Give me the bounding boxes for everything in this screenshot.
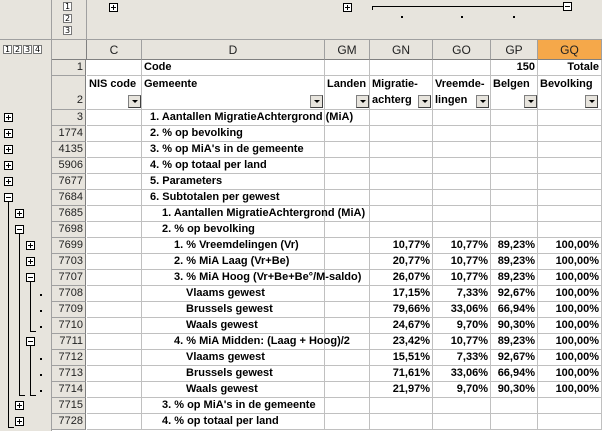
row-collapse-icon[interactable] <box>15 225 24 234</box>
cell-c[interactable] <box>87 222 142 238</box>
cell-gn[interactable]: 71,61% <box>370 366 433 382</box>
cell-c[interactable] <box>87 414 142 430</box>
row-header[interactable]: 3 <box>52 110 86 126</box>
cell-gn[interactable] <box>370 190 433 206</box>
cell-gq-totale[interactable]: Totale <box>538 60 602 76</box>
cell-gn[interactable] <box>370 398 433 414</box>
header-gemeente: Gemeente <box>144 78 198 90</box>
row-collapse-icon[interactable] <box>26 337 35 346</box>
row-expand-icon[interactable] <box>4 145 13 154</box>
cell-gm[interactable] <box>325 142 370 158</box>
column-header-c[interactable]: C <box>87 40 142 60</box>
cell-go[interactable]: 9,70% <box>433 382 491 398</box>
row-group-line <box>30 331 36 332</box>
column-expand-icon[interactable] <box>343 3 352 12</box>
row-group-line <box>8 427 14 428</box>
cell-gp[interactable]: 89,23% <box>491 238 538 254</box>
cell-gq[interactable]: 100,00% <box>538 382 602 398</box>
row-header[interactable]: 7711 <box>52 334 86 350</box>
row-level-3-button[interactable]: 3 <box>24 45 31 54</box>
row-header[interactable]: 1 <box>52 60 86 76</box>
row-header[interactable]: 7712 <box>52 350 86 366</box>
cell-gq[interactable]: 100,00% <box>538 270 602 286</box>
cell-go[interactable]: 10,77% <box>433 270 491 286</box>
cell-go[interactable]: 33,06% <box>433 366 491 382</box>
cell-go[interactable]: 9,70% <box>433 318 491 334</box>
cell-gp[interactable] <box>491 174 538 190</box>
row-header[interactable]: 7684 <box>52 190 86 206</box>
row-group-line <box>8 202 9 428</box>
row-group-dot <box>40 390 42 392</box>
cell-gp[interactable]: 90,30% <box>491 318 538 334</box>
row-level-2-button[interactable]: 2 <box>14 45 21 54</box>
cell-label[interactable]: 3. % op MiA's in de gemeente <box>142 398 325 414</box>
cell-gq[interactable] <box>538 126 602 142</box>
cell-label[interactable]: 4. % op totaal per land <box>142 158 325 174</box>
cell-c[interactable] <box>87 190 142 206</box>
cell-go[interactable] <box>433 158 491 174</box>
row-expand-icon[interactable] <box>26 241 35 250</box>
cell-c[interactable] <box>87 158 142 174</box>
cell-gq[interactable] <box>538 142 602 158</box>
row-group-line <box>19 234 20 396</box>
cell-gm[interactable] <box>325 334 370 350</box>
cell-gn[interactable]: 24,67% <box>370 318 433 334</box>
cell-go-1[interactable] <box>433 60 491 76</box>
cell-gp[interactable]: 89,23% <box>491 334 538 350</box>
cell-gp[interactable] <box>491 158 538 174</box>
cell-gn[interactable] <box>370 142 433 158</box>
column-level-2-button[interactable]: 2 <box>64 14 71 23</box>
cell-gm[interactable] <box>325 414 370 430</box>
cell-gm[interactable] <box>325 302 370 318</box>
cell-gm[interactable] <box>325 174 370 190</box>
cell-label[interactable]: 1. % Vreemdelingen (Vr) <box>142 238 325 254</box>
cell-go[interactable] <box>433 174 491 190</box>
column-header-gq[interactable]: GQ <box>538 40 602 60</box>
cell-gm[interactable] <box>325 222 370 238</box>
cell-go[interactable] <box>433 222 491 238</box>
row-group-dot <box>40 326 42 328</box>
cell-label[interactable]: 2. % op bevolking <box>142 126 325 142</box>
cell-c[interactable] <box>87 366 142 382</box>
cell-gq[interactable] <box>538 222 602 238</box>
cell-gq[interactable]: 100,00% <box>538 318 602 334</box>
column-header-go[interactable]: GO <box>433 40 491 60</box>
cell-c[interactable] <box>87 270 142 286</box>
cell-gp[interactable]: 89,23% <box>491 270 538 286</box>
cell-go[interactable] <box>433 414 491 430</box>
row-header[interactable]: 7707 <box>52 270 86 286</box>
cell-gm[interactable] <box>325 398 370 414</box>
cell-gn[interactable]: 21,97% <box>370 382 433 398</box>
filter-dropdown-c[interactable] <box>128 95 141 108</box>
row-collapse-icon[interactable] <box>26 273 35 282</box>
cell-gq[interactable]: 100,00% <box>538 366 602 382</box>
cell-gp[interactable] <box>491 206 538 222</box>
cell-c[interactable] <box>87 238 142 254</box>
cell-label[interactable]: Brussels gewest <box>142 302 325 318</box>
cell-gq[interactable] <box>538 158 602 174</box>
row-header[interactable]: 4135 <box>52 142 86 158</box>
row-level-4-button[interactable]: 4 <box>34 45 41 54</box>
cell-gm[interactable] <box>325 366 370 382</box>
row-header[interactable]: 7698 <box>52 222 86 238</box>
row-group-line <box>30 346 31 396</box>
cell-go[interactable]: 7,33% <box>433 350 491 366</box>
cell-label[interactable]: 2. % MiA Laag (Vr+Be) <box>142 254 325 270</box>
header-bevolking: Bevolking <box>540 78 593 90</box>
header-nis-code: NIS code <box>89 78 137 90</box>
cell-gn[interactable]: 15,51% <box>370 350 433 366</box>
cell-gp-code[interactable]: 150 <box>491 60 538 76</box>
cell-gq[interactable]: 100,00% <box>538 334 602 350</box>
cell-gp[interactable]: 92,67% <box>491 350 538 366</box>
column-header-gn[interactable]: GN <box>370 40 433 60</box>
row-header[interactable]: 7708 <box>52 286 86 302</box>
row-group-dot <box>40 374 42 376</box>
filter-dropdown-gn[interactable] <box>418 95 431 108</box>
cell-gp[interactable] <box>491 126 538 142</box>
row-expand-icon[interactable] <box>15 401 24 410</box>
row-header[interactable]: 7709 <box>52 302 86 318</box>
cell-label[interactable]: 1. Aantallen MigratieAchtergrond (MiA) <box>142 206 325 222</box>
cell-c[interactable] <box>87 206 142 222</box>
cell-gm[interactable] <box>325 350 370 366</box>
cell-gp[interactable] <box>491 142 538 158</box>
cell-gm[interactable] <box>325 238 370 254</box>
cell-c[interactable] <box>87 350 142 366</box>
cell-go[interactable]: 10,77% <box>433 334 491 350</box>
row-header[interactable]: 7699 <box>52 238 86 254</box>
column-level-3-button[interactable]: 3 <box>64 26 71 35</box>
cell-go[interactable] <box>433 126 491 142</box>
filter-dropdown-go[interactable] <box>476 95 489 108</box>
cell-gn[interactable]: 17,15% <box>370 286 433 302</box>
column-level-1-button[interactable]: 1 <box>64 2 71 11</box>
cell-c[interactable] <box>87 126 142 142</box>
row-group-line <box>19 395 25 396</box>
cell-label[interactable]: Vlaams gewest <box>142 286 325 302</box>
row-collapse-icon[interactable] <box>4 193 13 202</box>
cell-gm[interactable] <box>325 318 370 334</box>
cell-gn[interactable] <box>370 414 433 430</box>
row-expand-icon[interactable] <box>26 257 35 266</box>
cell-c[interactable] <box>87 382 142 398</box>
cell-c[interactable] <box>87 318 142 334</box>
cell-label[interactable]: 5. Parameters <box>142 174 325 190</box>
cell-gn[interactable]: 20,77% <box>370 254 433 270</box>
row-header[interactable]: 7713 <box>52 366 86 382</box>
header-migratie: Migratie-achterg <box>372 78 418 106</box>
cell-gq[interactable]: 100,00% <box>538 302 602 318</box>
column-group-dot <box>513 16 515 18</box>
cell-gm-1[interactable] <box>325 60 370 76</box>
cell-gm[interactable] <box>325 110 370 126</box>
row-header[interactable]: 7710 <box>52 318 86 334</box>
select-all-corner[interactable] <box>52 40 87 60</box>
cell-gm[interactable] <box>325 382 370 398</box>
cell-gn[interactable] <box>370 206 433 222</box>
header-vreemdelingen: Vreemde-lingen <box>435 78 485 106</box>
row-expand-icon[interactable] <box>4 161 13 170</box>
cell-label[interactable]: 3. % op MiA's in de gemeente <box>142 142 325 158</box>
cell-go[interactable] <box>433 398 491 414</box>
cell-c[interactable] <box>87 302 142 318</box>
cell-gn[interactable]: 79,66% <box>370 302 433 318</box>
outline-separator-v2 <box>86 0 87 40</box>
row-header[interactable]: 7685 <box>52 206 86 222</box>
cell-gn[interactable] <box>370 110 433 126</box>
column-expand-icon[interactable] <box>109 3 118 12</box>
cell-gm[interactable] <box>325 206 370 222</box>
cell-go[interactable] <box>433 190 491 206</box>
cell-go[interactable] <box>433 110 491 126</box>
cell-c-1[interactable] <box>87 60 142 76</box>
row-level-1-button[interactable]: 1 <box>4 45 11 54</box>
cell-gn[interactable]: 23,42% <box>370 334 433 350</box>
row-expand-icon[interactable] <box>4 177 13 186</box>
cell-gm[interactable] <box>325 286 370 302</box>
cell-go[interactable]: 33,06% <box>433 302 491 318</box>
cell-label[interactable]: Waals gewest <box>142 382 325 398</box>
cell-label[interactable]: 3. % MiA Hoog (Vr+Be+Be°/M-saldo) <box>142 270 325 286</box>
row-header[interactable]: 2 <box>52 76 86 110</box>
column-header-gp[interactable]: GP <box>491 40 538 60</box>
cell-gq[interactable] <box>538 110 602 126</box>
cell-label[interactable]: Vlaams gewest <box>142 350 325 366</box>
cell-gm[interactable] <box>325 254 370 270</box>
row-header[interactable]: 7715 <box>52 398 86 414</box>
cell-go[interactable] <box>433 206 491 222</box>
row-header[interactable]: 7728 <box>52 414 86 430</box>
cell-gp[interactable] <box>491 190 538 206</box>
cell-gm[interactable] <box>325 158 370 174</box>
cell-c[interactable] <box>87 110 142 126</box>
cell-gn[interactable] <box>370 222 433 238</box>
row-group-dot <box>40 358 42 360</box>
cell-label[interactable]: Brussels gewest <box>142 366 325 382</box>
cell-gq[interactable] <box>538 174 602 190</box>
header-belgen: Belgen <box>493 78 530 90</box>
cell-label[interactable]: 6. Subtotalen per gewest <box>142 190 325 206</box>
cell-c[interactable] <box>87 142 142 158</box>
cell-c[interactable] <box>87 254 142 270</box>
header-landen: Landen <box>327 78 367 90</box>
cell-gp[interactable] <box>491 222 538 238</box>
cell-gn[interactable] <box>370 158 433 174</box>
cell-d-code[interactable]: Code <box>142 60 325 76</box>
row-group-dot <box>40 310 42 312</box>
row-group-line <box>30 282 31 332</box>
filter-dropdown-d[interactable] <box>310 95 323 108</box>
column-header-gm[interactable]: GM <box>325 40 370 60</box>
filter-dropdown-gm[interactable] <box>356 95 369 108</box>
cell-gm[interactable] <box>325 126 370 142</box>
row-expand-icon[interactable] <box>15 417 24 426</box>
cell-gp[interactable] <box>491 398 538 414</box>
cell-gp[interactable] <box>491 110 538 126</box>
cell-go[interactable]: 7,33% <box>433 286 491 302</box>
cell-gn[interactable]: 26,07% <box>370 270 433 286</box>
cell-gq[interactable]: 100,00% <box>538 254 602 270</box>
row-header[interactable]: 7714 <box>52 382 86 398</box>
column-group-dot <box>461 16 463 18</box>
column-group-dot <box>401 16 403 18</box>
row-group-dot <box>40 294 42 296</box>
column-header-d[interactable]: D <box>142 40 325 60</box>
cell-label[interactable]: 4. % MiA Midden: (Laag + Hoog)/2 <box>142 334 325 350</box>
cell-gp[interactable]: 92,67% <box>491 286 538 302</box>
cell-gq[interactable] <box>538 206 602 222</box>
cell-label[interactable]: 1. Aantallen MigratieAchtergrond (MiA) <box>142 110 325 126</box>
cell-gq[interactable] <box>538 414 602 430</box>
cell-gq[interactable]: 100,00% <box>538 350 602 366</box>
filter-dropdown-gq[interactable] <box>585 95 598 108</box>
cell-gn[interactable]: 10,77% <box>370 238 433 254</box>
row-header[interactable]: 7677 <box>52 174 86 190</box>
column-group-line <box>372 6 373 10</box>
cell-gn-1[interactable] <box>370 60 433 76</box>
cell-c[interactable] <box>87 334 142 350</box>
cell-gq[interactable] <box>538 398 602 414</box>
cell-gq[interactable]: 100,00% <box>538 286 602 302</box>
cell-gp[interactable]: 66,94% <box>491 366 538 382</box>
cell-gn[interactable] <box>370 174 433 190</box>
row-expand-icon[interactable] <box>4 129 13 138</box>
cell-gq[interactable] <box>538 190 602 206</box>
cell-gm[interactable] <box>325 190 370 206</box>
cell-c[interactable] <box>87 174 142 190</box>
cell-go[interactable]: 10,77% <box>433 254 491 270</box>
row-expand-icon[interactable] <box>15 209 24 218</box>
column-collapse-icon[interactable] <box>563 2 572 11</box>
cell-gp[interactable] <box>491 414 538 430</box>
cell-gm[interactable] <box>325 270 370 286</box>
cell-gq[interactable]: 100,00% <box>538 238 602 254</box>
row-expand-icon[interactable] <box>4 113 13 122</box>
cell-go[interactable]: 10,77% <box>433 238 491 254</box>
column-group-line <box>372 6 563 7</box>
cell-label[interactable]: Waals gewest <box>142 318 325 334</box>
cell-gp[interactable]: 90,30% <box>491 382 538 398</box>
cell-gp[interactable]: 89,23% <box>491 254 538 270</box>
row-header[interactable]: 5906 <box>52 158 86 174</box>
cell-go[interactable] <box>433 142 491 158</box>
row-header[interactable]: 7703 <box>52 254 86 270</box>
row-header[interactable]: 1774 <box>52 126 86 142</box>
cell-gn[interactable] <box>370 126 433 142</box>
cell-gp[interactable]: 66,94% <box>491 302 538 318</box>
cell-c[interactable] <box>87 286 142 302</box>
cell-c[interactable] <box>87 398 142 414</box>
cell-label[interactable]: 4. % op totaal per land <box>142 414 325 430</box>
cell-label[interactable]: 2. % op bevolking <box>142 222 325 238</box>
filter-dropdown-gp[interactable] <box>524 95 537 108</box>
row-group-line <box>30 395 36 396</box>
